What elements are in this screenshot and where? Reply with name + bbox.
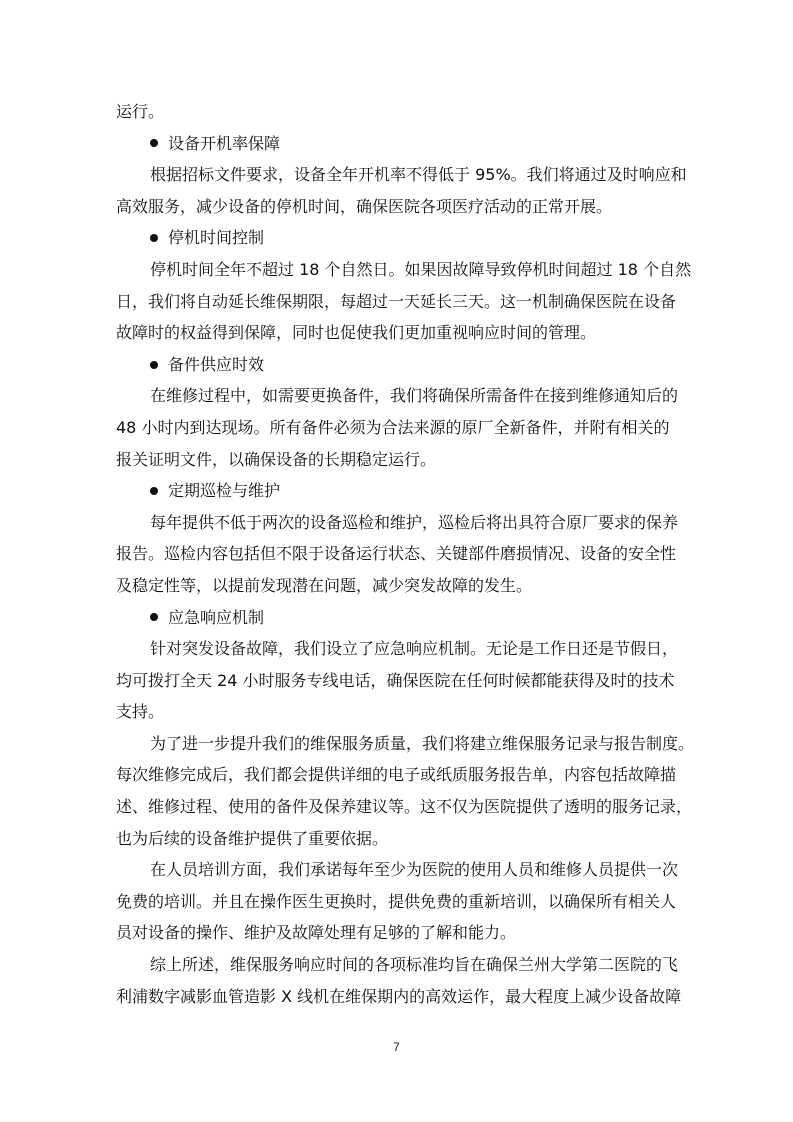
text-line: 在维修过程中，如需要更换备件，我们将确保所需备件在接到维修通知后的: [150, 386, 679, 406]
text-line: 48 小时内到达现场。所有备件必须为合法来源的原厂全新备件，并附有相关的: [116, 417, 670, 437]
text-line: 每年提供不低于两次的设备巡检和维护，巡检后将出具符合原厂要求的保养: [150, 512, 679, 532]
text-line: 为了进一步提升我们的维保服务质量，我们将建立维保服务记录与报告制度。: [150, 733, 695, 753]
text-line: 停机时间全年不超过 18 个自然日。如果因故障导致停机时间超过 18 个自然: [150, 259, 692, 279]
text-line: 综上所述，维保服务响应时间的各项标准均旨在确保兰州大学第二医院的飞: [150, 955, 679, 975]
bullet-heading: [116, 475, 684, 507]
text-line: 日，我们将自动延长维保期限，每超过一天延长三天。这一机制确保医院在设备: [116, 291, 677, 311]
text-line: 报告。巡检内容包括但不限于设备运行状态、关键部件磨损情况、设备的安全性: [116, 544, 677, 564]
bullet-heading-text: 应急响应机制: [168, 607, 265, 627]
text-line: 每次维修完成后，我们都会提供详细的电子或纸质服务报告单，内容包括故障描: [116, 765, 677, 785]
page-number: 7: [393, 1040, 400, 1054]
text-line: 根据招标文件要求，设备全年开机率不得低于 95%。我们将通过及时响应和: [150, 165, 687, 185]
text-line: 支持。: [116, 702, 165, 722]
text-line: 也为后续的设备维护提供了重要依据。: [116, 828, 389, 848]
text-line: 利浦数字减影血管造影 X 线机在维保期内的高效运作，最大程度上减少设备故障: [116, 986, 682, 1006]
bullet-icon: [150, 139, 158, 147]
bullet-heading: [116, 128, 684, 160]
bullet-heading-text: 设备开机率保障: [168, 133, 281, 153]
text-line: 故障时的权益得到保障，同时也促使我们更加重视响应时间的管理。: [116, 323, 597, 343]
bullet-icon: [150, 613, 158, 621]
text-line: 运行。: [116, 102, 165, 121]
bullet-heading: [116, 222, 684, 254]
text-line: 员对设备的操作、维护及故障处理有足够的了解和能力。: [116, 923, 517, 943]
bullet-heading: [116, 349, 684, 381]
text-line: 针对突发设备故障，我们设立了应急响应机制。无论是工作日还是节假日，: [150, 639, 679, 659]
text-line: 报关证明文件，以确保设备的长期稳定运行。: [116, 449, 437, 469]
text-line: 及稳定性等，以提前发现潜在问题，减少突发故障的发生。: [116, 575, 533, 595]
bullet-heading-text: 定期巡检与维护: [168, 481, 281, 501]
bullet-icon: [150, 487, 158, 495]
text-line: 在人员培训方面，我们承诺每年至少为医院的使用人员和维修人员提供一次: [150, 860, 679, 880]
bullet-icon: [150, 361, 158, 369]
text-line: 免费的培训。并且在操作医生更换时，提供免费的重新培训，以确保所有相关人: [116, 891, 677, 911]
text-line: 述、维修过程、使用的备件及保养建议等。这不仅为医院提供了透明的服务记录，: [116, 797, 693, 817]
text-line: 高效服务，减少设备的停机时间，确保医院各项医疗活动的正常开展。: [116, 196, 613, 216]
text-line: 均可拨打全天 24 小时服务专线电话，确保医院在任何时候都能获得及时的技术: [116, 670, 675, 690]
bullet-icon: [150, 234, 158, 242]
bullet-heading-text: 备件供应时效: [168, 354, 265, 374]
bullet-heading: [116, 602, 684, 634]
bullet-heading-text: 停机时间控制: [168, 228, 265, 248]
document-body: [116, 96, 695, 1012]
